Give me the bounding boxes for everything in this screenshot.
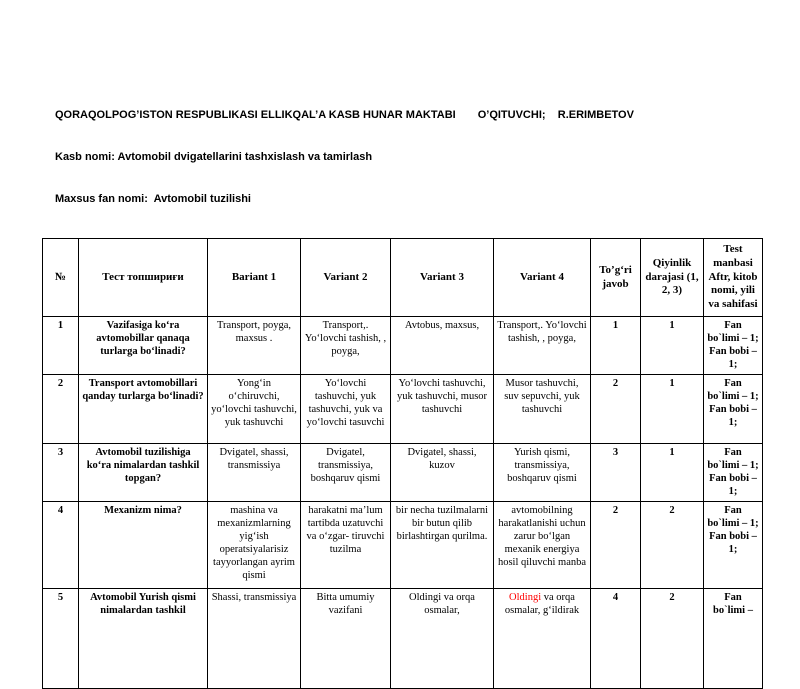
cell-variant3: Yo‘lovchi tashuvchi, yuk tashuvchi, musor tashuvchi (391, 375, 494, 444)
cell-difficulty: 2 (641, 588, 704, 688)
cell-number: 2 (43, 375, 79, 444)
cell-source: Fan bo`limi – 1; Fan bobi – 1; (704, 375, 763, 444)
table-header-row (43, 239, 763, 317)
cell-variant3: Dvigatel, shassi, kuzov (391, 444, 494, 502)
cell-variant2: Bitta umumiy vazifani (301, 588, 391, 688)
answer-word-rest: va orqa osmalar, g‘ildirak (504, 591, 580, 616)
cell-answer: 2 (591, 375, 641, 444)
cell-variant2: Dvigatel, transmissiya, boshqaruv qismi (301, 444, 391, 502)
cell-question: Avtomobil tuzilishiga ko‘ra nimalardan tashkil topgan? (79, 444, 208, 502)
profession-name: Kasb nomi: Avtomobil dvigatellarini tashxislash va tamirlash (55, 151, 373, 163)
table-row (43, 501, 763, 588)
test-questions-table (42, 238, 763, 689)
column-header-variant1: Bariant 1 (208, 239, 301, 317)
cell-variant1: Transport, poyga, maxsus . (208, 317, 301, 375)
cell-variant4: avtomobilning harakatlanishi uchun zarur bo‘lgan mexanik energiya hosil qiluvchi manba (494, 501, 591, 588)
cell-difficulty: 1 (641, 375, 704, 444)
cell-variant1: Dvigatel, shassi, transmissiya (208, 444, 301, 502)
cell-variant3: Oldingi va orqa osmalar, (391, 588, 494, 688)
cell-source: Fan bo`limi – 1; Fan bobi – 1; (704, 501, 763, 588)
cell-source: Fan bo`limi – 1; Fan bobi – 1; (704, 317, 763, 375)
column-header-variant3: Variant 3 (391, 239, 494, 317)
cell-source: Fan bo`limi – (704, 588, 763, 688)
cell-answer: 1 (591, 317, 641, 375)
cell-variant4: Transport,. Yo‘lovchi tashish, , poyga, (494, 317, 591, 375)
header-line-3 (55, 192, 800, 206)
cell-number: 4 (43, 501, 79, 588)
header-line-2 (55, 150, 800, 164)
table-row (43, 588, 763, 688)
column-header-variant4: Variant 4 (494, 239, 591, 317)
cell-difficulty: 1 (641, 444, 704, 502)
teacher-name: O’QITUVCHI; R.ERIMBETOV (477, 109, 634, 121)
cell-question: Avtomobil Yurish qismi nimalardan tashkil (79, 588, 208, 688)
cell-variant2: harakatni ma’lum tartibda uzatuvchi va o‘zgar- tiruvchi tuzilma (301, 501, 391, 588)
school-title: QORAQOLPOG’ISTON RESPUBLIKASI ELLIKQAL’A KASB HUNAR MAKTABI (55, 109, 456, 121)
cell-variant2: Transport,. Yo‘lovchi tashish, , poyga, (301, 317, 391, 375)
table-row (43, 444, 763, 502)
cell-number: 5 (43, 588, 79, 688)
cell-variant2: Yo‘lovchi tashuvchi, yuk tashuvchi, yuk va yo‘lovchi tasuvchi (301, 375, 391, 444)
cell-answer: 3 (591, 444, 641, 502)
highlighted-answer-word: Oldingi (509, 591, 542, 603)
cell-number: 1 (43, 317, 79, 375)
cell-answer: 2 (591, 501, 641, 588)
subject-name: Maxsus fan nomi: Avtomobil tuzilishi (55, 193, 251, 205)
cell-variant3: Avtobus, maxsus, (391, 317, 494, 375)
column-header-variant2: Variant 2 (301, 239, 391, 317)
column-header-question: Тест топшириғи (79, 239, 208, 317)
cell-question: Transport avtomobillari qanday turlarga bo‘linadi? (79, 375, 208, 444)
table-row (43, 375, 763, 444)
document-header (55, 80, 800, 220)
cell-answer: 4 (591, 588, 641, 688)
column-header-source: Test manbasi Aftr, kitob nomi, yili va sahifasi (704, 239, 763, 317)
column-header-answer: To’g‘ri javob (591, 239, 641, 317)
cell-source: Fan bo`limi – 1; Fan bobi – 1; (704, 444, 763, 502)
column-header-number: № (43, 239, 79, 317)
cell-variant4: Yurish qismi, transmissiya, boshqaruv qismi (494, 444, 591, 502)
cell-variant4 (494, 588, 591, 688)
cell-variant4: Musor tashuvchi, suv sepuvchi, yuk tashuvchi (494, 375, 591, 444)
cell-variant1: mashina va mexanizmlarning yig‘ish operatsiyalarisiz tayyorlangan ayrim qismi (208, 501, 301, 588)
table-row (43, 317, 763, 375)
cell-variant1: Yong‘in o‘chiruvchi, yo‘lovchi tashuvchi, yuk tashuvchi (208, 375, 301, 444)
cell-question: Vazifasiga ko‘ra avtomobillar qanaqa turlarga bo‘linadi? (79, 317, 208, 375)
cell-variant3: bir necha tuzilmalarni bir butun qilib birlashtirgan qurilma. (391, 501, 494, 588)
column-header-difficulty: Qiyinlik darajasi (1, 2, 3) (641, 239, 704, 317)
cell-difficulty: 2 (641, 501, 704, 588)
cell-difficulty: 1 (641, 317, 704, 375)
cell-variant1: Shassi, transmissiya (208, 588, 301, 688)
header-line-1 (55, 108, 800, 122)
cell-number: 3 (43, 444, 79, 502)
cell-question: Mexanizm nima? (79, 501, 208, 588)
